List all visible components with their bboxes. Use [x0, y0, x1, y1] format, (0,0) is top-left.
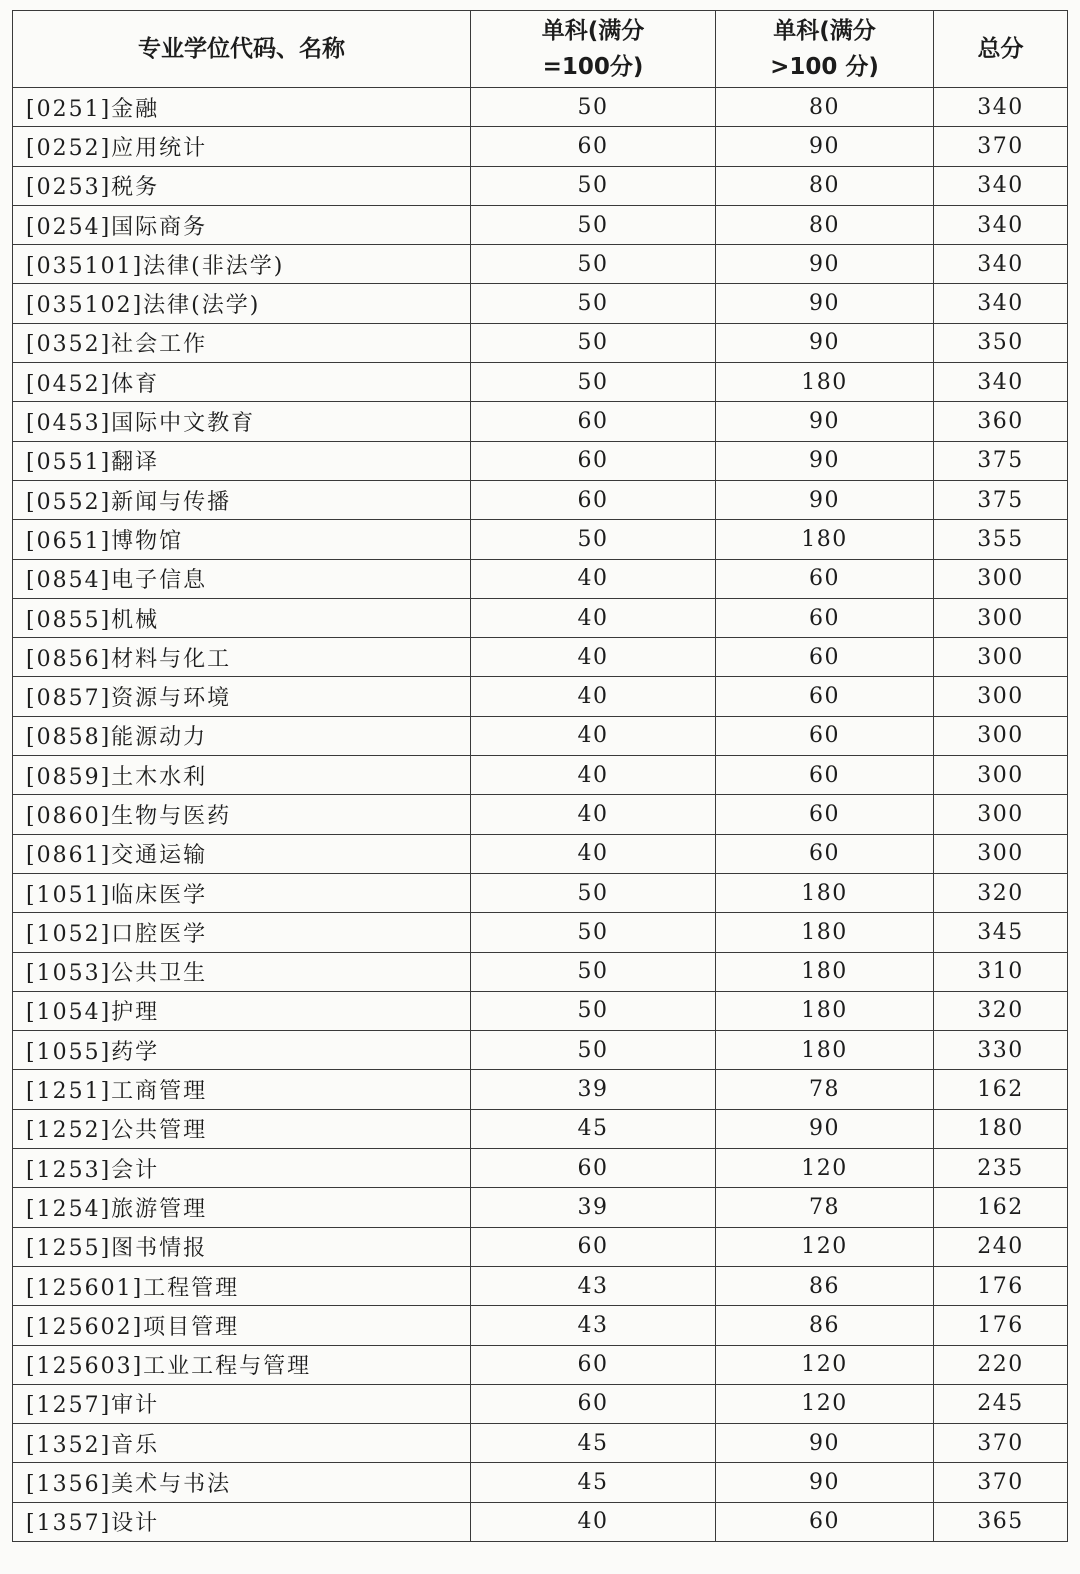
single-gt100-cell: 180 — [716, 363, 934, 402]
degree-name-cell: [1257]审计 — [13, 1384, 471, 1423]
single-le100-cell: 39 — [471, 1188, 716, 1227]
table-row — [13, 1266, 1068, 1305]
single-le100-cell: 50 — [471, 323, 716, 362]
degree-name-cell: [0858]能源动力 — [13, 716, 471, 755]
degree-name-cell: [0452]体育 — [13, 363, 471, 402]
table-row — [13, 402, 1068, 441]
single-gt100-cell: 60 — [716, 795, 934, 834]
single-le100-cell: 60 — [471, 480, 716, 519]
table-row — [13, 88, 1068, 127]
table-row — [13, 1306, 1068, 1345]
single-gt100-cell: 180 — [716, 520, 934, 559]
degree-name-cell: [0251]金融 — [13, 88, 471, 127]
single-le100-cell: 40 — [471, 834, 716, 873]
single-le100-cell: 40 — [471, 795, 716, 834]
table-row — [13, 245, 1068, 284]
single-gt100-cell: 60 — [716, 598, 934, 637]
single-le100-cell: 39 — [471, 1070, 716, 1109]
single-le100-cell: 50 — [471, 88, 716, 127]
degree-name-cell: [1356]美术与书法 — [13, 1463, 471, 1502]
single-gt100-cell: 90 — [716, 1463, 934, 1502]
total-score-cell: 370 — [934, 1424, 1068, 1463]
total-score-cell: 365 — [934, 1502, 1068, 1541]
single-le100-cell: 50 — [471, 991, 716, 1030]
table-row — [13, 480, 1068, 519]
single-gt100-cell: 90 — [716, 127, 934, 166]
header-total-text: 总分 — [977, 36, 1024, 62]
header-single-le100-line1: 单科(满分 — [541, 18, 645, 44]
degree-name-cell: [0857]资源与环境 — [13, 677, 471, 716]
table-row — [13, 1463, 1068, 1502]
single-gt100-cell: 60 — [716, 677, 934, 716]
total-score-cell: 176 — [934, 1266, 1068, 1305]
table-row — [13, 1227, 1068, 1266]
degree-name-cell: [0854]电子信息 — [13, 559, 471, 598]
single-gt100-cell: 60 — [716, 1502, 934, 1541]
degree-name-cell: [0253]税务 — [13, 166, 471, 205]
degree-name-cell: [0861]交通运输 — [13, 834, 471, 873]
table-row — [13, 1109, 1068, 1148]
table-row — [13, 559, 1068, 598]
table-row — [13, 716, 1068, 755]
table-row — [13, 795, 1068, 834]
degree-name-cell: [0352]社会工作 — [13, 323, 471, 362]
table-row — [13, 127, 1068, 166]
single-gt100-cell: 120 — [716, 1227, 934, 1266]
total-score-cell: 300 — [934, 677, 1068, 716]
total-score-cell: 340 — [934, 205, 1068, 244]
single-le100-cell: 45 — [471, 1109, 716, 1148]
total-score-cell: 300 — [934, 638, 1068, 677]
table-row — [13, 952, 1068, 991]
header-row — [13, 11, 1068, 88]
header-degree-name-text: 专业学位代码、名称 — [138, 36, 345, 62]
single-gt100-cell: 90 — [716, 323, 934, 362]
total-score-cell: 340 — [934, 88, 1068, 127]
single-gt100-cell: 180 — [716, 1031, 934, 1070]
table-row — [13, 441, 1068, 480]
degree-name-cell: [1251]工商管理 — [13, 1070, 471, 1109]
total-score-cell: 245 — [934, 1384, 1068, 1423]
single-gt100-cell: 180 — [716, 873, 934, 912]
degree-name-cell: [125601]工程管理 — [13, 1266, 471, 1305]
total-score-cell: 340 — [934, 363, 1068, 402]
total-score-cell: 355 — [934, 520, 1068, 559]
header-single-gt100-line1: 单科(满分 — [773, 18, 876, 44]
single-le100-cell: 40 — [471, 1502, 716, 1541]
degree-name-cell: [0859]土木水利 — [13, 756, 471, 795]
single-le100-cell: 50 — [471, 284, 716, 323]
single-le100-cell: 40 — [471, 638, 716, 677]
single-le100-cell: 50 — [471, 952, 716, 991]
table-row — [13, 677, 1068, 716]
table-row — [13, 1384, 1068, 1423]
degree-name-cell: [1051]临床医学 — [13, 873, 471, 912]
degree-name-cell: [1357]设计 — [13, 1502, 471, 1541]
total-score-cell: 375 — [934, 441, 1068, 480]
degree-name-cell: [0453]国际中文教育 — [13, 402, 471, 441]
single-le100-cell: 60 — [471, 1345, 716, 1384]
single-gt100-cell: 80 — [716, 205, 934, 244]
single-le100-cell: 60 — [471, 1227, 716, 1266]
total-score-cell: 176 — [934, 1306, 1068, 1345]
degree-name-cell: [0856]材料与化工 — [13, 638, 471, 677]
total-score-cell: 310 — [934, 952, 1068, 991]
table-row — [13, 363, 1068, 402]
single-gt100-cell: 78 — [716, 1188, 934, 1227]
single-le100-cell: 45 — [471, 1463, 716, 1502]
single-le100-cell: 50 — [471, 1031, 716, 1070]
total-score-cell: 300 — [934, 756, 1068, 795]
total-score-cell: 320 — [934, 991, 1068, 1030]
table-row — [13, 1502, 1068, 1541]
single-gt100-cell: 86 — [716, 1306, 934, 1345]
total-score-cell: 300 — [934, 716, 1068, 755]
total-score-cell: 162 — [934, 1188, 1068, 1227]
total-score-cell: 340 — [934, 245, 1068, 284]
single-le100-cell: 50 — [471, 873, 716, 912]
single-le100-cell: 50 — [471, 245, 716, 284]
single-gt100-cell: 120 — [716, 1384, 934, 1423]
single-gt100-cell: 78 — [716, 1070, 934, 1109]
total-score-cell: 235 — [934, 1149, 1068, 1188]
table-row — [13, 284, 1068, 323]
degree-name-cell: [1054]护理 — [13, 991, 471, 1030]
header-single-le100-line2: =100分) — [542, 54, 644, 80]
table-row — [13, 520, 1068, 559]
single-le100-cell: 60 — [471, 1384, 716, 1423]
single-le100-cell: 60 — [471, 1149, 716, 1188]
total-score-cell: 220 — [934, 1345, 1068, 1384]
table-row — [13, 323, 1068, 362]
total-score-cell: 240 — [934, 1227, 1068, 1266]
table-row — [13, 638, 1068, 677]
single-gt100-cell: 90 — [716, 284, 934, 323]
degree-name-cell: [125603]工业工程与管理 — [13, 1345, 471, 1384]
total-score-cell: 370 — [934, 1463, 1068, 1502]
single-gt100-cell: 120 — [716, 1345, 934, 1384]
single-gt100-cell: 86 — [716, 1266, 934, 1305]
degree-name-cell: [1255]图书情报 — [13, 1227, 471, 1266]
degree-name-cell: [125602]项目管理 — [13, 1306, 471, 1345]
single-gt100-cell: 90 — [716, 245, 934, 284]
single-gt100-cell: 90 — [716, 402, 934, 441]
single-le100-cell: 50 — [471, 363, 716, 402]
degree-name-cell: [0651]博物馆 — [13, 520, 471, 559]
total-score-cell: 375 — [934, 480, 1068, 519]
table-row — [13, 598, 1068, 637]
single-gt100-cell: 60 — [716, 638, 934, 677]
single-le100-cell: 40 — [471, 756, 716, 795]
single-gt100-cell: 180 — [716, 952, 934, 991]
single-gt100-cell: 80 — [716, 88, 934, 127]
table-row — [13, 834, 1068, 873]
single-le100-cell: 43 — [471, 1306, 716, 1345]
single-le100-cell: 43 — [471, 1266, 716, 1305]
total-score-cell: 330 — [934, 1031, 1068, 1070]
single-gt100-cell: 80 — [716, 166, 934, 205]
single-le100-cell: 40 — [471, 598, 716, 637]
total-score-cell: 360 — [934, 402, 1068, 441]
total-score-cell: 340 — [934, 284, 1068, 323]
single-gt100-cell: 120 — [716, 1149, 934, 1188]
single-le100-cell: 40 — [471, 677, 716, 716]
single-le100-cell: 40 — [471, 559, 716, 598]
table-row — [13, 1031, 1068, 1070]
table-row — [13, 913, 1068, 952]
total-score-cell: 300 — [934, 795, 1068, 834]
single-le100-cell: 50 — [471, 520, 716, 559]
single-le100-cell: 50 — [471, 913, 716, 952]
degree-name-cell: [0252]应用统计 — [13, 127, 471, 166]
total-score-cell: 300 — [934, 559, 1068, 598]
single-gt100-cell: 180 — [716, 913, 934, 952]
degree-name-cell: [1053]公共卫生 — [13, 952, 471, 991]
header-degree-name — [13, 11, 471, 88]
total-score-cell: 350 — [934, 323, 1068, 362]
table-row — [13, 1188, 1068, 1227]
single-gt100-cell: 60 — [716, 716, 934, 755]
degree-name-cell: [1352]音乐 — [13, 1424, 471, 1463]
single-gt100-cell: 60 — [716, 756, 934, 795]
degree-name-cell: [035102]法律(法学) — [13, 284, 471, 323]
single-gt100-cell: 60 — [716, 559, 934, 598]
degree-name-cell: [1052]口腔医学 — [13, 913, 471, 952]
degree-name-cell: [0860]生物与医药 — [13, 795, 471, 834]
table-row — [13, 991, 1068, 1030]
single-le100-cell: 60 — [471, 441, 716, 480]
degree-name-cell: [0551]翻译 — [13, 441, 471, 480]
single-le100-cell: 60 — [471, 127, 716, 166]
single-le100-cell: 60 — [471, 402, 716, 441]
single-le100-cell: 50 — [471, 205, 716, 244]
header-single-gt100-line2: >100 分) — [770, 54, 879, 80]
total-score-cell: 180 — [934, 1109, 1068, 1148]
table-row — [13, 1070, 1068, 1109]
degree-name-cell: [0254]国际商务 — [13, 205, 471, 244]
score-line-table — [12, 10, 1068, 1542]
degree-name-cell: [0552]新闻与传播 — [13, 480, 471, 519]
degree-name-cell: [035101]法律(非法学) — [13, 245, 471, 284]
total-score-cell: 320 — [934, 873, 1068, 912]
degree-name-cell: [1254]旅游管理 — [13, 1188, 471, 1227]
header-total — [934, 11, 1068, 88]
total-score-cell: 340 — [934, 166, 1068, 205]
table-row — [13, 1149, 1068, 1188]
total-score-cell: 370 — [934, 127, 1068, 166]
header-single-gt100 — [716, 11, 934, 88]
table-row — [13, 205, 1068, 244]
degree-name-cell: [0855]机械 — [13, 598, 471, 637]
total-score-cell: 162 — [934, 1070, 1068, 1109]
table-row — [13, 873, 1068, 912]
table-row — [13, 1345, 1068, 1384]
total-score-cell: 300 — [934, 834, 1068, 873]
degree-name-cell: [1055]药学 — [13, 1031, 471, 1070]
total-score-cell: 300 — [934, 598, 1068, 637]
table-row — [13, 166, 1068, 205]
degree-name-cell: [1252]公共管理 — [13, 1109, 471, 1148]
single-le100-cell: 45 — [471, 1424, 716, 1463]
table-row — [13, 756, 1068, 795]
single-gt100-cell: 60 — [716, 834, 934, 873]
single-gt100-cell: 90 — [716, 441, 934, 480]
single-gt100-cell: 90 — [716, 1424, 934, 1463]
single-gt100-cell: 90 — [716, 480, 934, 519]
table-header — [13, 11, 1068, 88]
single-le100-cell: 50 — [471, 166, 716, 205]
single-gt100-cell: 90 — [716, 1109, 934, 1148]
table-body — [13, 88, 1068, 1542]
header-single-le100 — [471, 11, 716, 88]
total-score-cell: 345 — [934, 913, 1068, 952]
single-gt100-cell: 180 — [716, 991, 934, 1030]
single-le100-cell: 40 — [471, 716, 716, 755]
table-row — [13, 1424, 1068, 1463]
degree-name-cell: [1253]会计 — [13, 1149, 471, 1188]
